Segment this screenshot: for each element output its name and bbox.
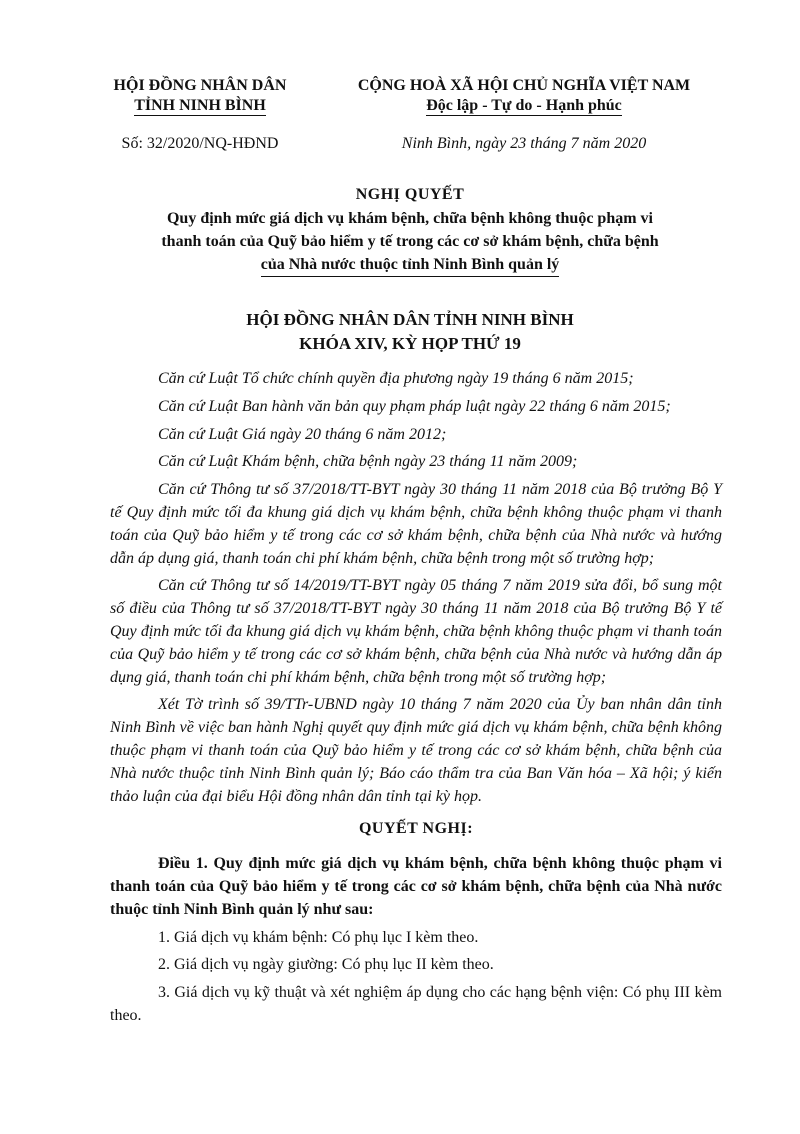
legal-basis-7: Xét Tờ trình số 39/TTr-UBND ngày 10 tháng 7 năm 2020 của Ủy ban nhân dân tỉnh Ninh Bình về việc ban hành Nghị quyết quy định mức giá dịch vụ khám bệnh, chữa bệnh không thuộc phạm vi thanh toán của Quỹ bảo hiểm y tế trong các cơ sở khám bệnh, chữa bệnh của Nhà nước thuộc tỉnh Ninh Bình quản lý; Báo cáo thẩm tra của Ban Văn hóa – Xã hội; ý kiến thảo luận của đại biểu Hội đồng nhân dân tỉnh tại kỳ họp. <box>110 696 722 805</box>
document-subtitle <box>90 207 730 277</box>
article-1: Điều 1. Quy định mức giá dịch vụ khám bệnh, chữa bệnh không thuộc phạm vi thanh toán của Quỹ bảo hiểm y tế trong các cơ sở khám bệnh, chữa bệnh của Nhà nước thuộc tỉnh Ninh Bình quản lý như sau: <box>110 855 722 918</box>
subtitle-line-3: của Nhà nước thuộc tỉnh Ninh Bình quản lý <box>261 254 560 277</box>
national-motto-block <box>334 76 714 116</box>
legal-basis-1: Căn cứ Luật Tổ chức chính quyền địa phương ngày 19 tháng 6 năm 2015; <box>158 370 634 387</box>
council-heading <box>90 308 730 356</box>
issuer-block <box>92 76 308 116</box>
document-date: Ninh Bình, ngày 23 tháng 7 năm 2020 <box>401 135 647 152</box>
article-1-item-2: 2. Giá dịch vụ ngày giường: Có phụ lục II kèm theo. <box>158 956 494 974</box>
subtitle-line-2: thanh toán của Quỹ bảo hiểm y tế trong các cơ sở khám bệnh, chữa bệnh <box>161 233 659 250</box>
legal-basis-5: Căn cứ Thông tư số 37/2018/TT-BYT ngày 30 tháng 11 năm 2018 của Bộ trưởng Bộ Y tế Quy định mức tối đa khung giá dịch vụ khám bệnh, chữa bệnh không thuộc phạm vi thanh toán của Quỹ bảo hiểm y tế trong các cơ sở khám bệnh, chữa bệnh của Nhà nước và hướng dẫn áp dụng giá, thanh toán chi phí khám bệnh, chữa bệnh trong một số trường hợp; <box>110 481 722 567</box>
article-1-item-3: 3. Giá dịch vụ kỹ thuật và xét nghiệm áp dụng cho các hạng bệnh viện: Có phụ III kèm theo. <box>110 984 722 1024</box>
national-motto: Độc lập - Tự do - Hạnh phúc <box>426 97 622 114</box>
legal-basis-2: Căn cứ Luật Ban hành văn bản quy phạm pháp luật ngày 22 tháng 6 năm 2015; <box>158 397 671 415</box>
document-number: Số: 32/2020/NQ-HĐND <box>121 135 279 152</box>
decide-heading: QUYẾT NGHỊ: <box>358 820 474 838</box>
document-body <box>110 368 722 1028</box>
issuer-province: TỈNH NINH BÌNH <box>134 97 266 114</box>
subtitle-line-1: Quy định mức giá dịch vụ khám bệnh, chữa bệnh không thuộc phạm vi <box>166 210 653 227</box>
legal-basis-3: Căn cứ Luật Giá ngày 20 tháng 6 năm 2012; <box>158 425 447 443</box>
legal-basis-4: Căn cứ Luật Khám bệnh, chữa bệnh ngày 23 tháng 11 năm 2009; <box>158 453 578 471</box>
council-session: KHÓA XIV, KỲ HỌP THỨ 19 <box>299 334 521 353</box>
document-title: NGHỊ QUYẾT <box>355 186 465 203</box>
legal-basis-6: Căn cứ Thông tư số 14/2019/TT-BYT ngày 05 tháng 7 năm 2019 sửa đổi, bổ sung một số điều của Thông tư số 37/2018/TT-BYT ngày 30 tháng 11 năm 2018 của Bộ trưởng Bộ Y tế Quy định mức tối đa khung giá dịch vụ khám bệnh, chữa bệnh không thuộc phạm vi thanh toán của Quỹ bảo hiểm y tế trong các cơ sở khám bệnh, chữa bệnh của Nhà nước và hướng dẫn áp dụng giá, thanh toán chi phí khám bệnh, chữa bệnh trong một số trường hợp; <box>110 577 722 686</box>
issuer-name: HỘI ĐỒNG NHÂN DÂN <box>113 77 287 94</box>
country-name: CỘNG HOÀ XÃ HỘI CHỦ NGHĨA VIỆT NAM <box>357 77 691 94</box>
article-1-item-1: 1. Giá dịch vụ khám bệnh: Có phụ lục I kèm theo. <box>158 928 479 946</box>
council-name: HỘI ĐỒNG NHÂN DÂN TỈNH NINH BÌNH <box>246 310 574 329</box>
